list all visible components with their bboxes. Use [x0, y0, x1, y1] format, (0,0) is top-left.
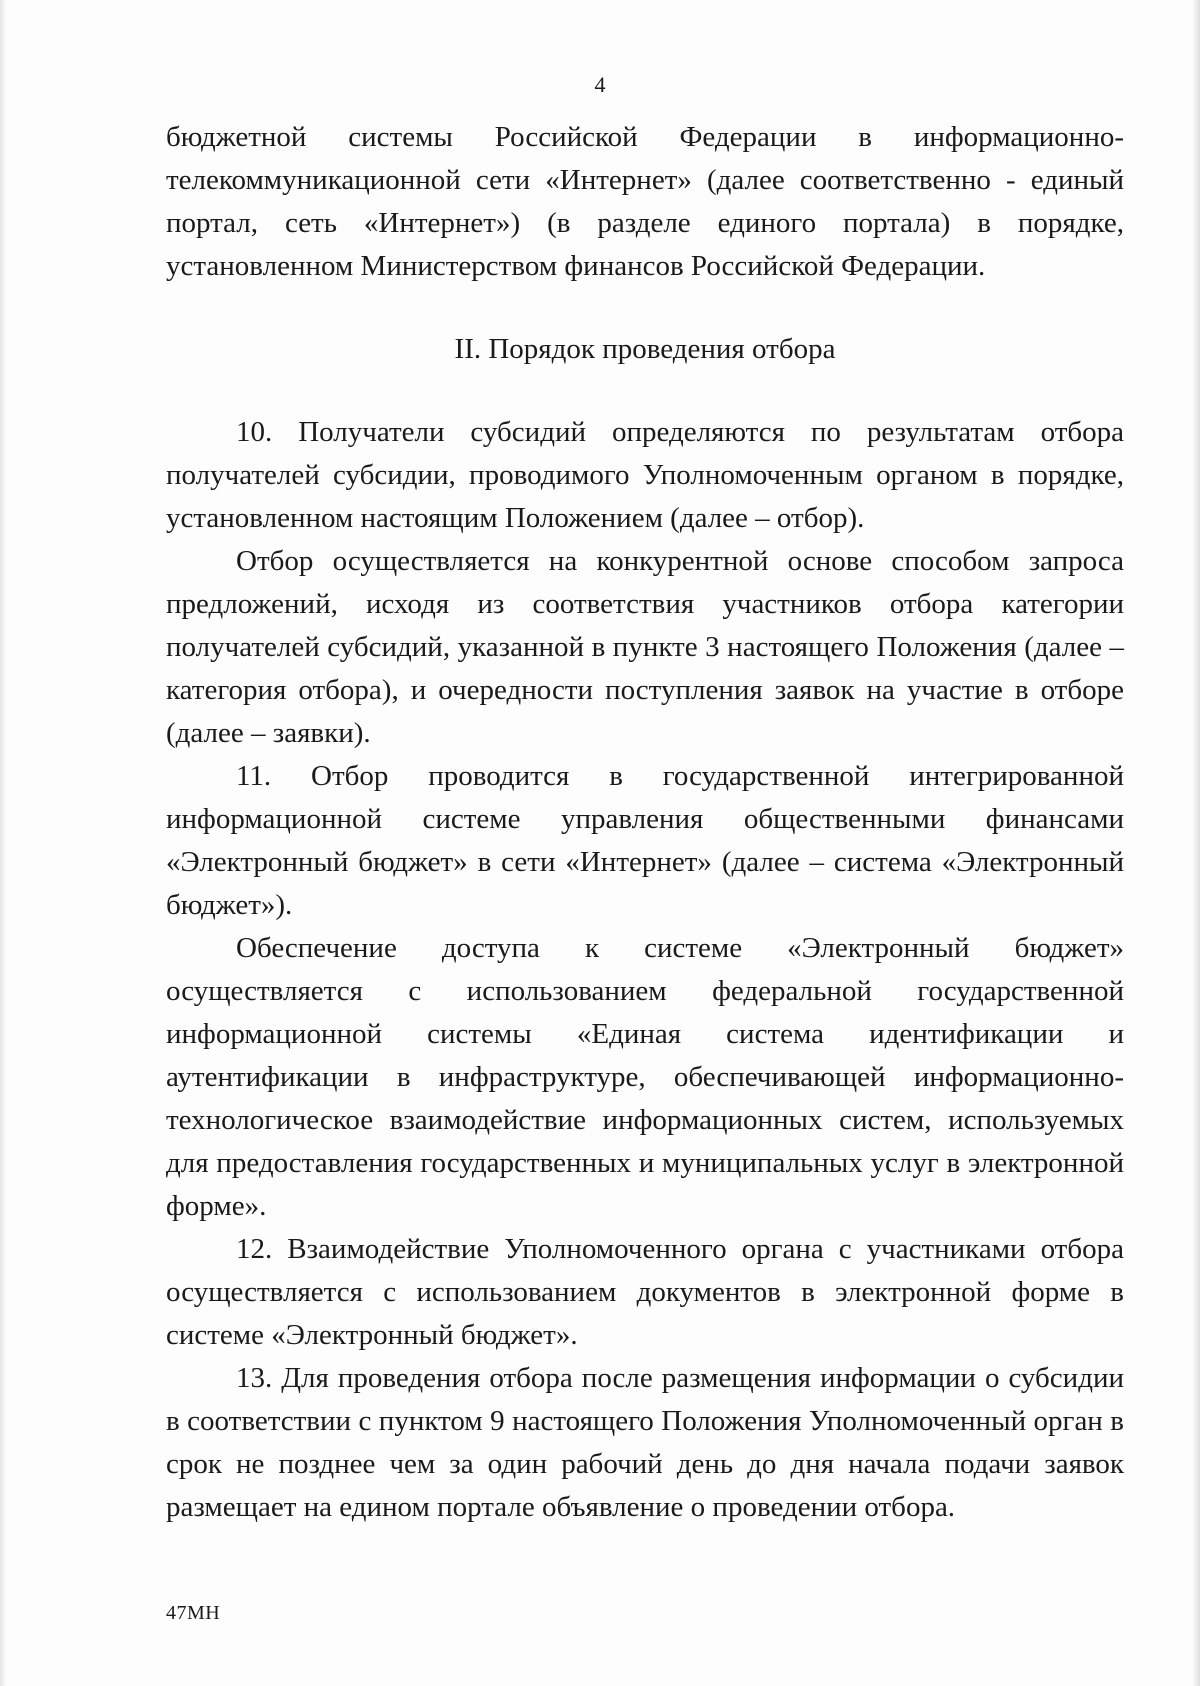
paragraph-11: 11. Отбор проводится в государственной интегрированной информационной системе управления общественными финансами «Электронный бюджет» в сети «Интернет» (далее – система «Электронный бюджет»). — [166, 760, 1124, 921]
scan-edge-left — [0, 0, 6, 1686]
document-body — [166, 116, 1124, 1529]
paragraph-11-access: Обеспечение доступа к системе «Электронный бюджет» осуществляется с использованием федеральной государственной информационной системы «Единая система идентификации и аутентификации в инфраструктуре, обеспечивающей информационно-технологическое взаимодействие информационных систем, используемых для предоставления государственных и муниципальных услуг в электронной форме». — [166, 932, 1124, 1222]
scan-edge-right — [1192, 0, 1200, 1686]
paragraph-10: 10. Получатели субсидий определяются по результатам отбора получателей субсидии, проводимого Уполномоченным органом в порядке, установленном настоящим Положением (далее – отбор). — [166, 416, 1124, 534]
section-heading: II. Порядок проведения отбора — [454, 333, 836, 365]
page-number: 4 — [594, 72, 606, 97]
footer-document-code: 47МН — [166, 1602, 221, 1624]
paragraph-10-selection-method: Отбор осуществляется на конкурентной основе способом запроса предложений, исходя из соответствия участников отбора категории получателей субсидий, указанной в пункте 3 настоящего Положения (далее – категория отбора), и очередности поступления заявок на участие в отборе (далее – заявки). — [166, 545, 1124, 749]
paragraph-13: 13. Для проведения отбора после размещения информации о субсидии в соответствии с пунктом 9 настоящего Положения Уполномоченный орган в срок не позднее чем за один рабочий день до дня начала подачи заявок размещает на едином портале объявление о проведении отбора. — [166, 1362, 1124, 1523]
intro-continuation-paragraph: бюджетной системы Российской Федерации в информационно-телекоммуникационной сети «Интернет» (далее соответственно - единый портал, сеть «Интернет») (в разделе единого портала) в порядке, установленном Министерством финансов Российской Федерации. — [166, 121, 1124, 282]
paragraph-12: 12. Взаимодействие Уполномоченного органа с участниками отбора осуществляется с использованием документов в электронной форме в системе «Электронный бюджет». — [166, 1233, 1124, 1351]
